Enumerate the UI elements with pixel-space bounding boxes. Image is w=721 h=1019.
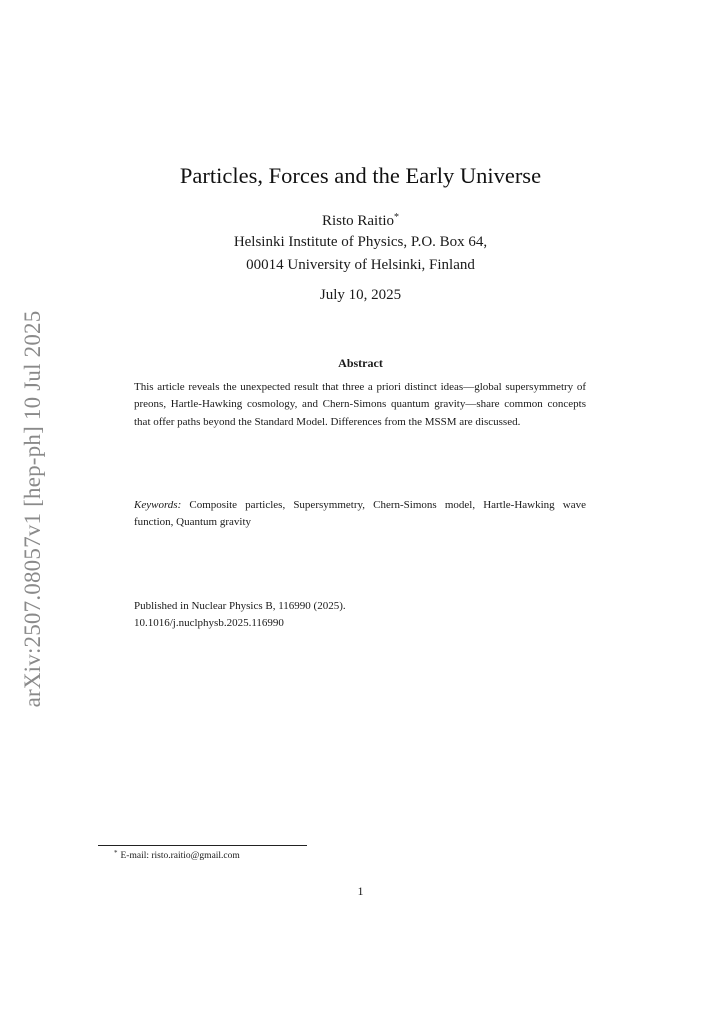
affiliation-line-2: 00014 University of Helsinki, Finland bbox=[246, 257, 475, 273]
footnote bbox=[114, 849, 240, 861]
page-number: 1 bbox=[357, 884, 364, 898]
publication-doi: 10.1016/j.nuclphysb.2025.116990 bbox=[134, 617, 284, 630]
affiliation-line-1: Helsinki Institute of Physics, P.O. Box 64, bbox=[233, 234, 488, 250]
keywords-label: Keywords: bbox=[134, 499, 182, 511]
footnote-divider bbox=[98, 845, 307, 846]
arxiv-identifier-stamp: arXiv:2507.08057v1 [hep-ph] 10 Jul 2025 bbox=[20, 310, 45, 708]
abstract-text: This article reveals the unexpected result that three a priori distinct ideas—global supersymmetry of preons, Hartle-Hawking cosmology, and Chern-Simons quantum gravity—share common concepts that offer paths beyond the Standard Model. Differences from the MSSM are discussed. bbox=[134, 381, 586, 428]
author-line bbox=[0, 212, 721, 230]
publication-journal: Published in Nuclear Physics B, 116990 (2025). bbox=[134, 600, 346, 612]
publication-info bbox=[134, 598, 586, 633]
keywords-text: Composite particles, Supersymmetry, Chern-Simons model, Hartle-Hawking wave function, Quantum gravity bbox=[134, 499, 586, 529]
footnote-mark: * bbox=[114, 849, 118, 857]
abstract-heading: Abstract bbox=[338, 356, 383, 370]
author-name: Risto Raitio bbox=[321, 213, 395, 229]
keywords-block bbox=[134, 497, 586, 532]
paper-title: Particles, Forces and the Early Universe bbox=[179, 163, 542, 188]
author-footnote-mark: * bbox=[394, 212, 400, 223]
paper-date: July 10, 2025 bbox=[319, 287, 402, 303]
footnote-email: E-mail: risto.raitio@gmail.com bbox=[120, 851, 240, 861]
